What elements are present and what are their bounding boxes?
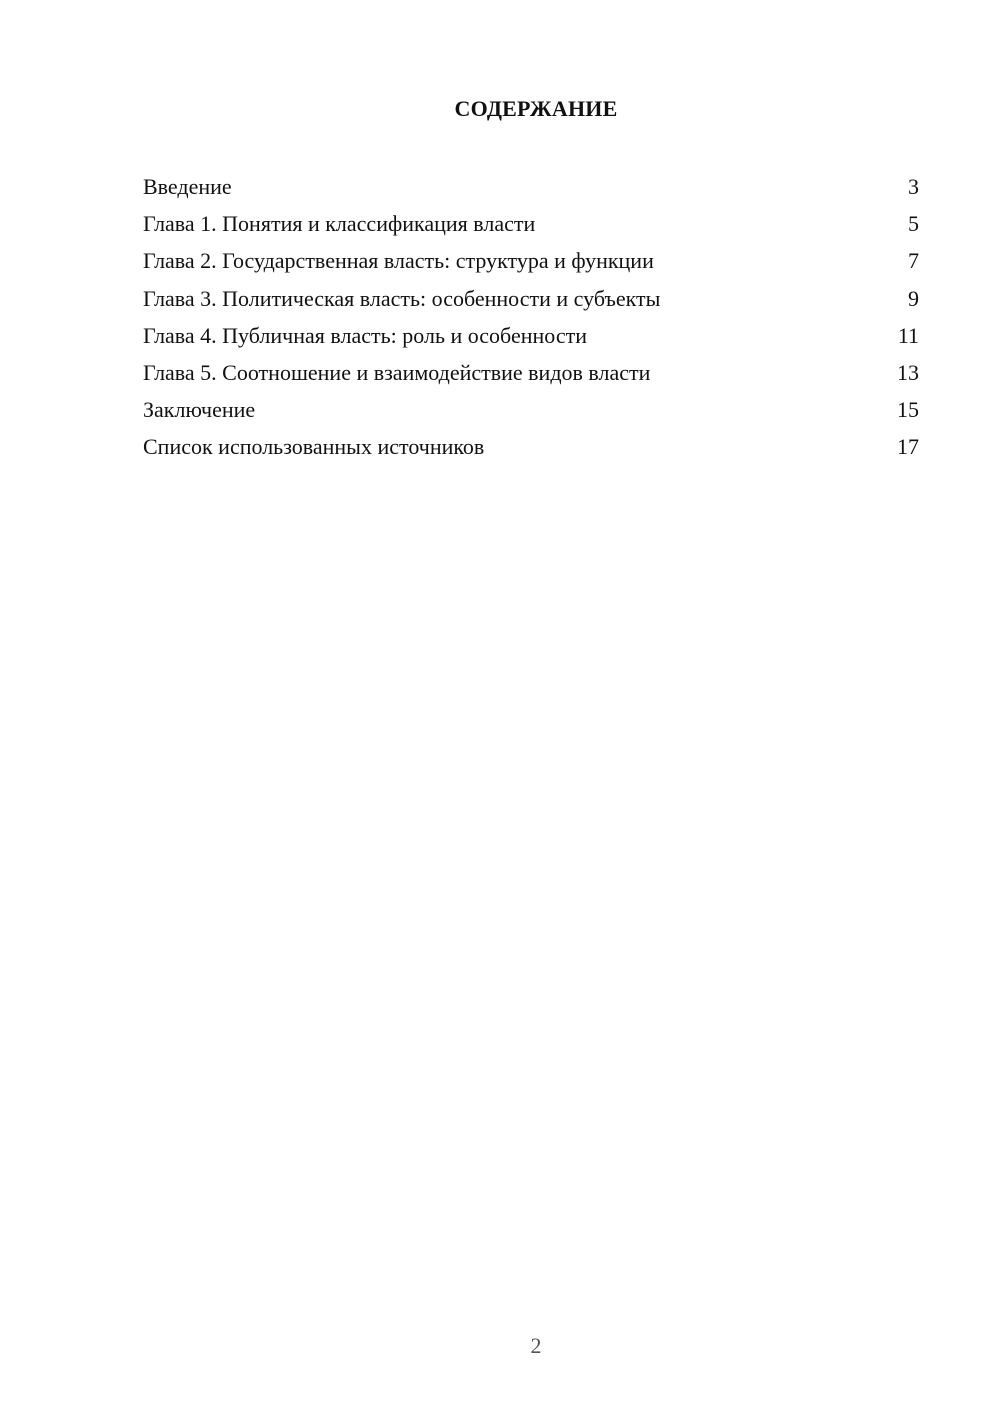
toc-item-conclusion — [143, 391, 919, 428]
toc-item-chapter-2 — [143, 242, 919, 279]
toc-item-label: Глава 3. Политическая власть: особенности и субъекты — [143, 285, 661, 311]
toc-item-page: 5 — [908, 211, 919, 237]
toc-item-references — [143, 428, 919, 465]
table-of-contents — [143, 168, 919, 466]
toc-item-chapter-5 — [143, 354, 919, 391]
page-number: 2 — [530, 1333, 542, 1358]
toc-item-chapter-1 — [143, 205, 919, 242]
toc-item-page: 9 — [908, 285, 919, 311]
toc-item-page: 13 — [897, 359, 919, 385]
toc-item-page: 3 — [908, 174, 919, 199]
toc-item-label: Введение — [143, 174, 232, 199]
toc-item-page: 7 — [908, 248, 919, 274]
page-title: СОДЕРЖАНИЕ — [454, 96, 618, 121]
toc-item-page: 11 — [897, 322, 919, 348]
toc-item-label: Глава 4. Публичная власть: роль и особенности — [143, 322, 587, 348]
toc-item-label: Глава 1. Понятия и классификация власти — [143, 211, 536, 237]
toc-item-label: Заключение — [143, 397, 256, 423]
toc-item-chapter-4 — [143, 317, 919, 354]
toc-item-label: Список использованных источников — [143, 434, 485, 460]
toc-item-chapter-3 — [143, 280, 919, 317]
toc-item-label: Глава 5. Соотношение и взаимодействие видов власти — [143, 359, 651, 385]
toc-item-page: 17 — [897, 434, 919, 460]
toc-item-label: Глава 2. Государственная власть: структура и функции — [143, 248, 654, 274]
toc-item-page: 15 — [897, 397, 919, 423]
toc-item-introduction — [143, 168, 919, 205]
